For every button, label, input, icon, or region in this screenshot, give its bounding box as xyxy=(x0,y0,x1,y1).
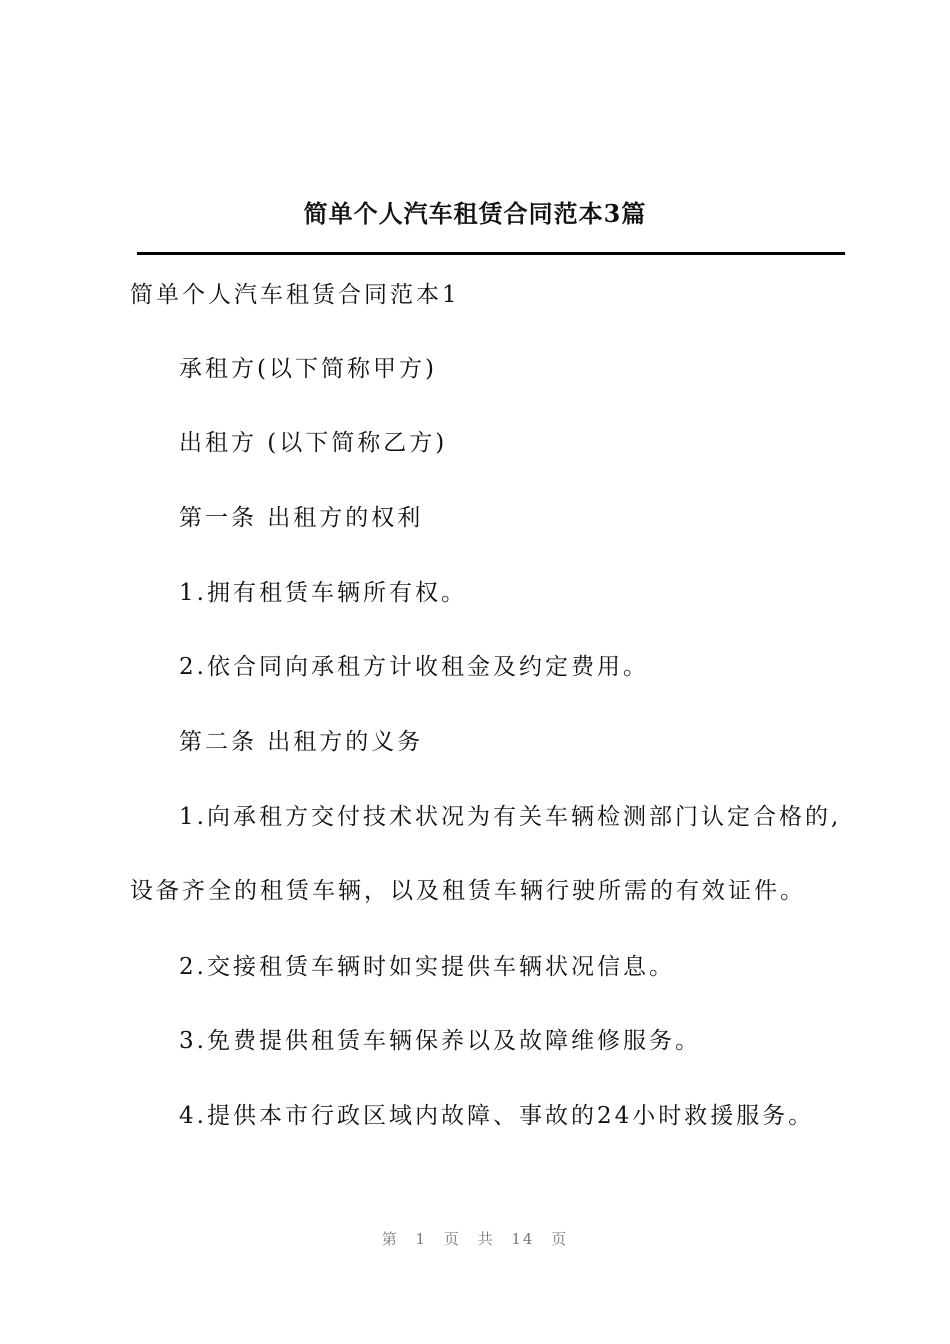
page-footer: 第 1 页 共 14 页 xyxy=(381,1230,569,1248)
section-heading: 简单个人汽车租赁合同范本1 xyxy=(130,282,460,308)
paragraph-line: 承租方(以下简称甲方) xyxy=(179,356,437,382)
article-heading: 第二条 出租方的义务 xyxy=(179,729,424,755)
title-underline xyxy=(137,252,845,255)
paragraph-line: 1.向承租方交付技术状况为有关车辆检测部门认定合格的, xyxy=(179,804,842,830)
paragraph-line: 4.提供本市行政区域内故障、事故的24小时救援服务。 xyxy=(179,1103,815,1129)
paragraph-line: 2.依合同向承租方计收租金及约定费用。 xyxy=(179,654,649,680)
paragraph-line: 设备齐全的租赁车辆，以及租赁车辆行驶所需的有效证件。 xyxy=(130,878,806,904)
paragraph-line: 1.拥有租赁车辆所有权。 xyxy=(179,580,467,606)
paragraph-line: 出租方 (以下简称乙方) xyxy=(179,430,448,456)
paragraph-line: 3.免费提供租赁车辆保养以及故障维修服务。 xyxy=(179,1028,701,1054)
article-heading: 第一条 出租方的权利 xyxy=(179,505,424,531)
paragraph-line: 2.交接租赁车辆时如实提供车辆状况信息。 xyxy=(179,954,675,980)
document-title: 简单个人汽车租赁合同范本3篇 xyxy=(303,199,647,228)
